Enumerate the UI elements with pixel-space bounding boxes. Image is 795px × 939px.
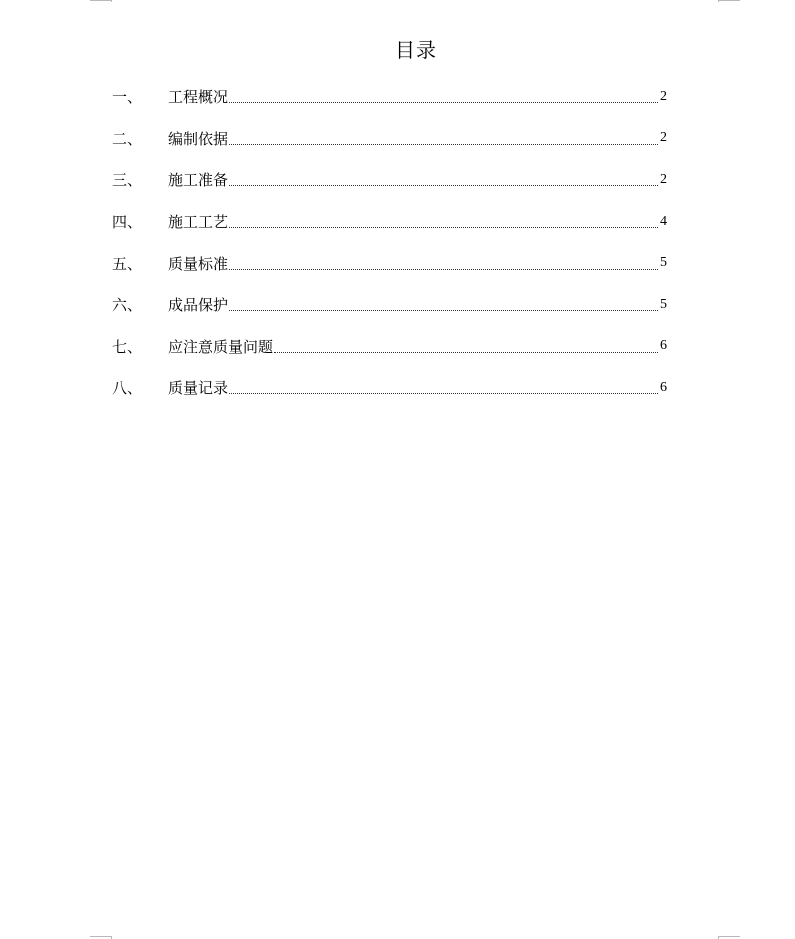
toc-entry-page: 5 (660, 255, 667, 271)
toc-entry[interactable] (112, 242, 667, 284)
table-of-contents (112, 76, 667, 409)
toc-entry[interactable] (112, 159, 667, 201)
crop-mark-top-right (718, 0, 740, 1)
toc-entry-number: 七、 (112, 337, 143, 356)
toc-entry[interactable] (112, 326, 667, 368)
toc-leader-dots (229, 144, 658, 145)
toc-entry-label: 应注意质量问题 (168, 337, 274, 356)
toc-leader-dots (229, 310, 658, 311)
toc-entry[interactable] (112, 284, 667, 326)
toc-entry[interactable] (112, 76, 667, 118)
toc-entry-label: 质量记录 (168, 379, 229, 398)
crop-mark-bottom-right (718, 936, 740, 937)
toc-entry-page: 4 (660, 213, 667, 229)
toc-leader-dots (229, 227, 658, 228)
toc-entry-number: 一、 (112, 88, 143, 107)
toc-entry-number: 八、 (112, 379, 143, 398)
toc-entry-page: 2 (660, 88, 667, 104)
toc-leader-dots (229, 393, 658, 394)
toc-entry[interactable] (112, 367, 667, 409)
toc-entry-number: 三、 (112, 171, 143, 190)
toc-entry-page: 2 (660, 171, 667, 187)
toc-entry-number: 四、 (112, 213, 143, 232)
toc-entry-page: 2 (660, 130, 667, 146)
toc-entry[interactable] (112, 201, 667, 243)
toc-entry-label: 工程概况 (168, 88, 229, 107)
toc-entry-number: 二、 (112, 129, 143, 148)
toc-entry-page: 6 (660, 379, 667, 395)
crop-mark-top-left-v (111, 0, 112, 2)
toc-entry-label: 施工准备 (168, 171, 229, 190)
toc-entry-number: 六、 (112, 296, 143, 315)
crop-mark-top-left (90, 0, 112, 1)
toc-title: 目录 (395, 38, 437, 62)
toc-entry-page: 6 (660, 338, 667, 354)
toc-leader-dots (229, 185, 658, 186)
toc-entry-page: 5 (660, 296, 667, 312)
toc-leader-dots (229, 102, 658, 103)
toc-entry-label: 质量标准 (168, 254, 229, 273)
toc-entry-label: 编制依据 (168, 129, 229, 148)
toc-leader-dots (229, 269, 658, 270)
toc-entry-label: 施工工艺 (168, 213, 229, 232)
toc-entry[interactable] (112, 118, 667, 160)
crop-mark-top-right-v (718, 0, 719, 2)
toc-entry-label: 成品保护 (168, 296, 229, 315)
toc-leader-dots (274, 352, 658, 353)
toc-entry-number: 五、 (112, 254, 143, 273)
crop-mark-bottom-left (90, 936, 112, 937)
